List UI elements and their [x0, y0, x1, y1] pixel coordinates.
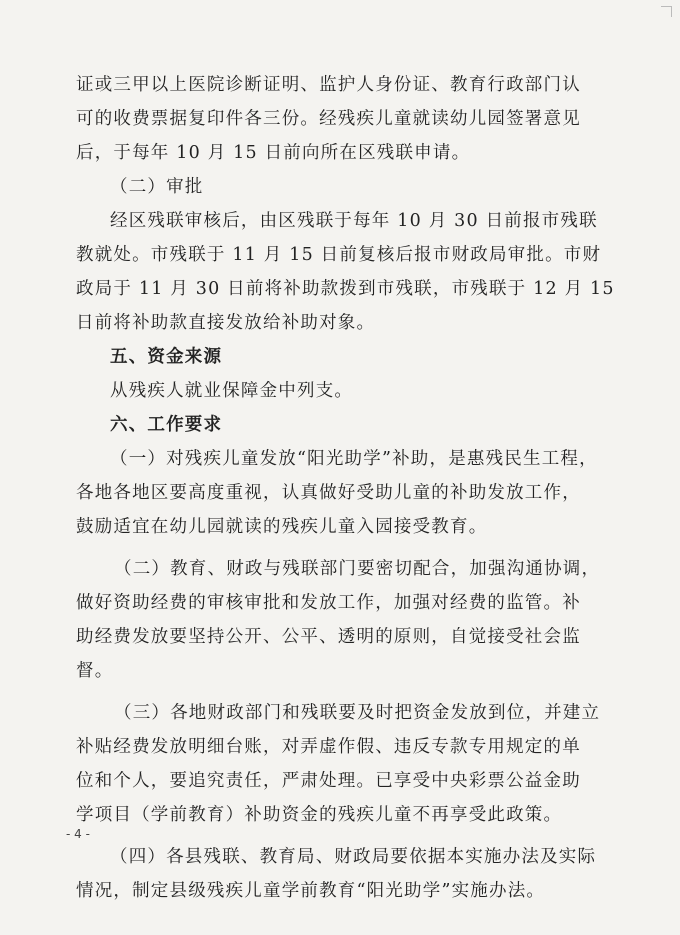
- text-line: 位和个人，要追究责任，严肃处理。已享受中央彩票公益金助: [76, 771, 581, 791]
- text-line: 督。: [76, 661, 114, 681]
- text-line: 从残疾人就业保障金中列支。: [110, 381, 354, 401]
- text-line: 经区残联审核后，由区残联于每年 10 月 30 日前报市残联: [110, 211, 598, 231]
- text-line: 可的收费票据复印件各三份。经残疾儿童就读幼儿园签署意见: [76, 109, 581, 129]
- section-heading-work-requirements: 六、工作要求: [110, 415, 223, 435]
- text-line: 情况，制定县级残疾儿童学前教育“阳光助学”实施办法。: [76, 881, 546, 901]
- text-line: 日前将补助款直接发放给补助对象。: [76, 313, 376, 333]
- section-heading-funding-source: 五、资金来源: [110, 347, 223, 367]
- text-line: 学项目（学前教育）补助资金的残疾儿童不再享受此政策。: [76, 805, 563, 825]
- text-line: 各地各地区要高度重视，认真做好受助儿童的补助发放工作，: [76, 483, 581, 503]
- text-line: 助经费发放要坚持公开、公平、透明的原则，自觉接受社会监: [76, 627, 581, 647]
- page-number: - 4 -: [66, 827, 90, 841]
- text-line: 政局于 11 月 30 日前将补助款拨到市残联，市残联于 12 月 15: [76, 279, 615, 299]
- text-line: 后，于每年 10 月 15 日前向所在区残联申请。: [76, 143, 471, 163]
- text-line: 教就处。市残联于 11 月 15 日前复核后报市财政局审批。市财: [76, 245, 602, 265]
- text-line: （一）对残疾儿童发放“阳光助学”补助，是惠残民生工程，: [110, 449, 598, 469]
- text-line: （二）教育、财政与残联部门要密切配合，加强沟通协调，: [114, 559, 601, 579]
- document-body: [76, 68, 615, 908]
- text-line: 做好资助经费的审核审批和发放工作，加强对经费的监管。补: [76, 593, 581, 613]
- text-line: 补贴经费发放明细台账，对弄虚作假、违反专款专用规定的单: [76, 737, 581, 757]
- scan-corner-mark: [661, 6, 672, 17]
- subheading-approval: （二）审批: [110, 177, 204, 197]
- text-line: （三）各地财政部门和残联要及时把资金发放到位，并建立: [114, 703, 601, 723]
- text-line: 证或三甲以上医院诊断证明、监护人身份证、教育行政部门认: [76, 75, 581, 95]
- text-line: 鼓励适宜在幼儿园就读的残疾儿童入园接受教育。: [76, 517, 488, 537]
- text-line: （四）各县残联、教育局、财政局要依据本实施办法及实际: [110, 847, 597, 867]
